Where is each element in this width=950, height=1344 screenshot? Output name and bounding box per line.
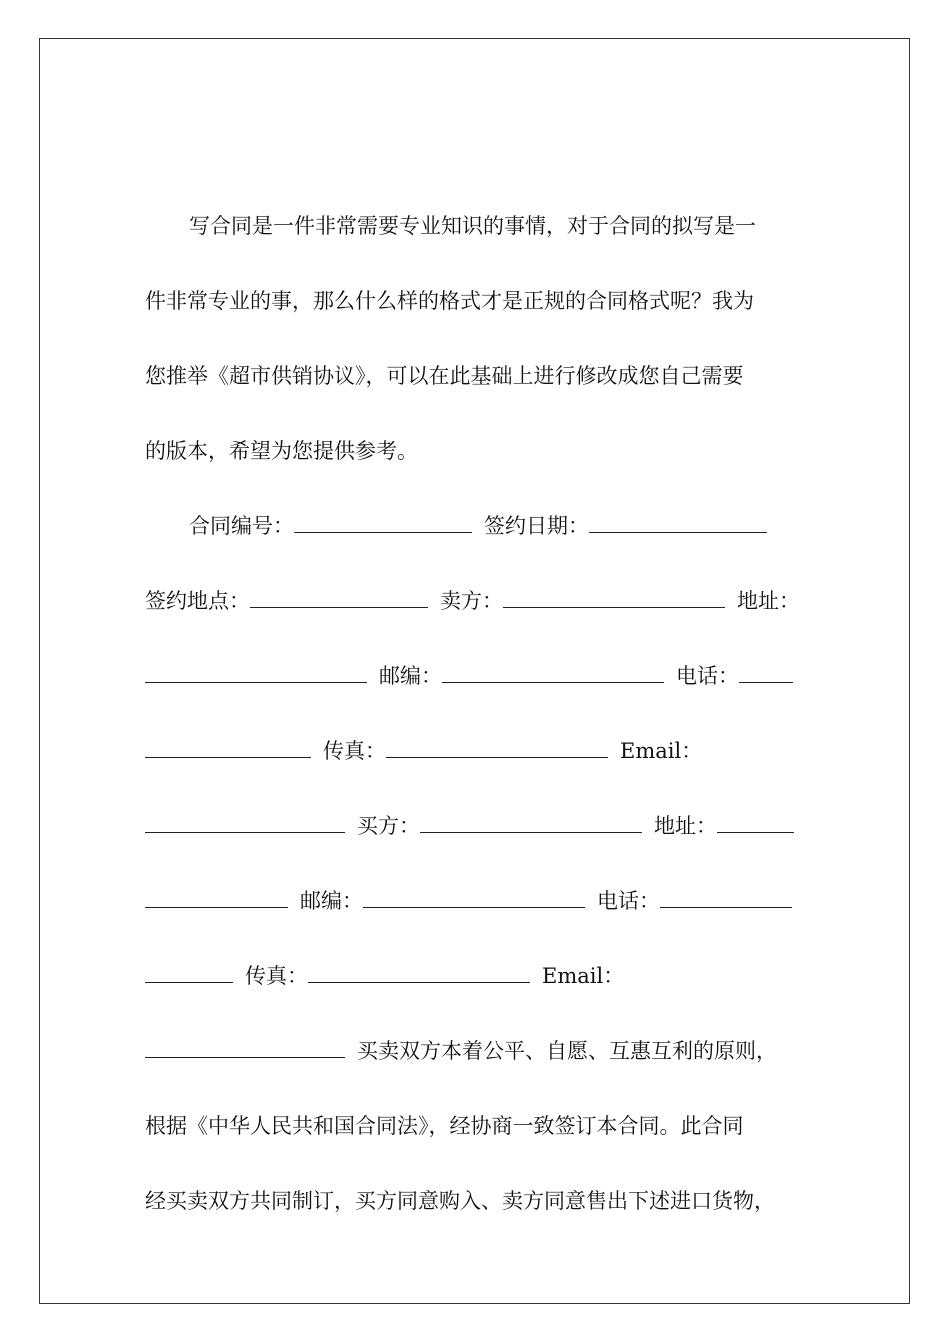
field-line-5	[145, 812, 805, 840]
seller-phone-blank-cont[interactable]	[145, 737, 311, 758]
body-line-2: 根据《中华人民共和国合同法》，经协商一致签订本合同。此合同	[145, 1114, 744, 1138]
intro-line-4: 的版本，希望为您提供参考。	[145, 439, 418, 463]
field-line-2	[145, 587, 805, 615]
seller-phone-blank[interactable]	[739, 662, 793, 683]
seller-postcode-blank[interactable]	[442, 662, 664, 683]
intro-line-2: 件非常专业的事，那么什么样的格式才是正规的合同格式呢？我为	[145, 289, 754, 313]
buyer-phone-blank-cont[interactable]	[145, 962, 233, 983]
buyer-postcode-label: 邮编：	[300, 889, 363, 913]
intro-line-3: 您推举《超市供销协议》，可以在此基础上进行修改成您自己需要	[145, 364, 744, 388]
seller-address-label: 地址：	[737, 589, 800, 613]
field-line-1	[189, 512, 849, 540]
buyer-address-blank[interactable]	[717, 812, 794, 833]
buyer-phone-blank[interactable]	[660, 887, 792, 908]
seller-fax-blank[interactable]	[386, 737, 608, 758]
seller-postcode-label: 邮编：	[379, 664, 442, 688]
seller-blank[interactable]	[503, 587, 725, 608]
buyer-phone-label: 电话：	[597, 889, 660, 913]
field-line-4	[145, 737, 805, 765]
buyer-address-blank-cont[interactable]	[145, 887, 288, 908]
buyer-postcode-blank[interactable]	[363, 887, 585, 908]
body-line-3: 经买卖双方共同制订，买方同意购入、卖方同意售出下述进口货物，	[145, 1189, 775, 1213]
field-line-7	[145, 962, 805, 990]
sign-place-label: 签约地点：	[145, 589, 250, 613]
seller-email-label: Email：	[620, 739, 703, 763]
body-line-1	[145, 1037, 805, 1065]
seller-address-blank[interactable]	[145, 662, 367, 683]
contract-no-label: 合同编号：	[189, 514, 294, 538]
sign-place-blank[interactable]	[250, 587, 428, 608]
contract-no-blank[interactable]	[294, 512, 472, 533]
buyer-fax-label: 传真：	[245, 964, 308, 988]
intro-line-1: 写合同是一件非常需要专业知识的事情，对于合同的拟写是一	[189, 214, 756, 238]
seller-fax-label: 传真：	[323, 739, 386, 763]
seller-email-blank[interactable]	[145, 812, 345, 833]
buyer-email-blank[interactable]	[145, 1037, 345, 1058]
seller-label: 卖方：	[440, 589, 503, 613]
body-text-1: 买卖双方本着公平、自愿、互惠互利的原则，	[357, 1039, 777, 1063]
sign-date-label: 签约日期：	[484, 514, 589, 538]
seller-phone-label: 电话：	[676, 664, 739, 688]
buyer-blank[interactable]	[420, 812, 642, 833]
field-line-6	[145, 887, 805, 915]
buyer-label: 买方：	[357, 814, 420, 838]
buyer-fax-blank[interactable]	[308, 962, 530, 983]
buyer-email-label: Email：	[542, 964, 625, 988]
buyer-address-label: 地址：	[654, 814, 717, 838]
field-line-3	[145, 662, 805, 690]
sign-date-blank[interactable]	[589, 512, 767, 533]
